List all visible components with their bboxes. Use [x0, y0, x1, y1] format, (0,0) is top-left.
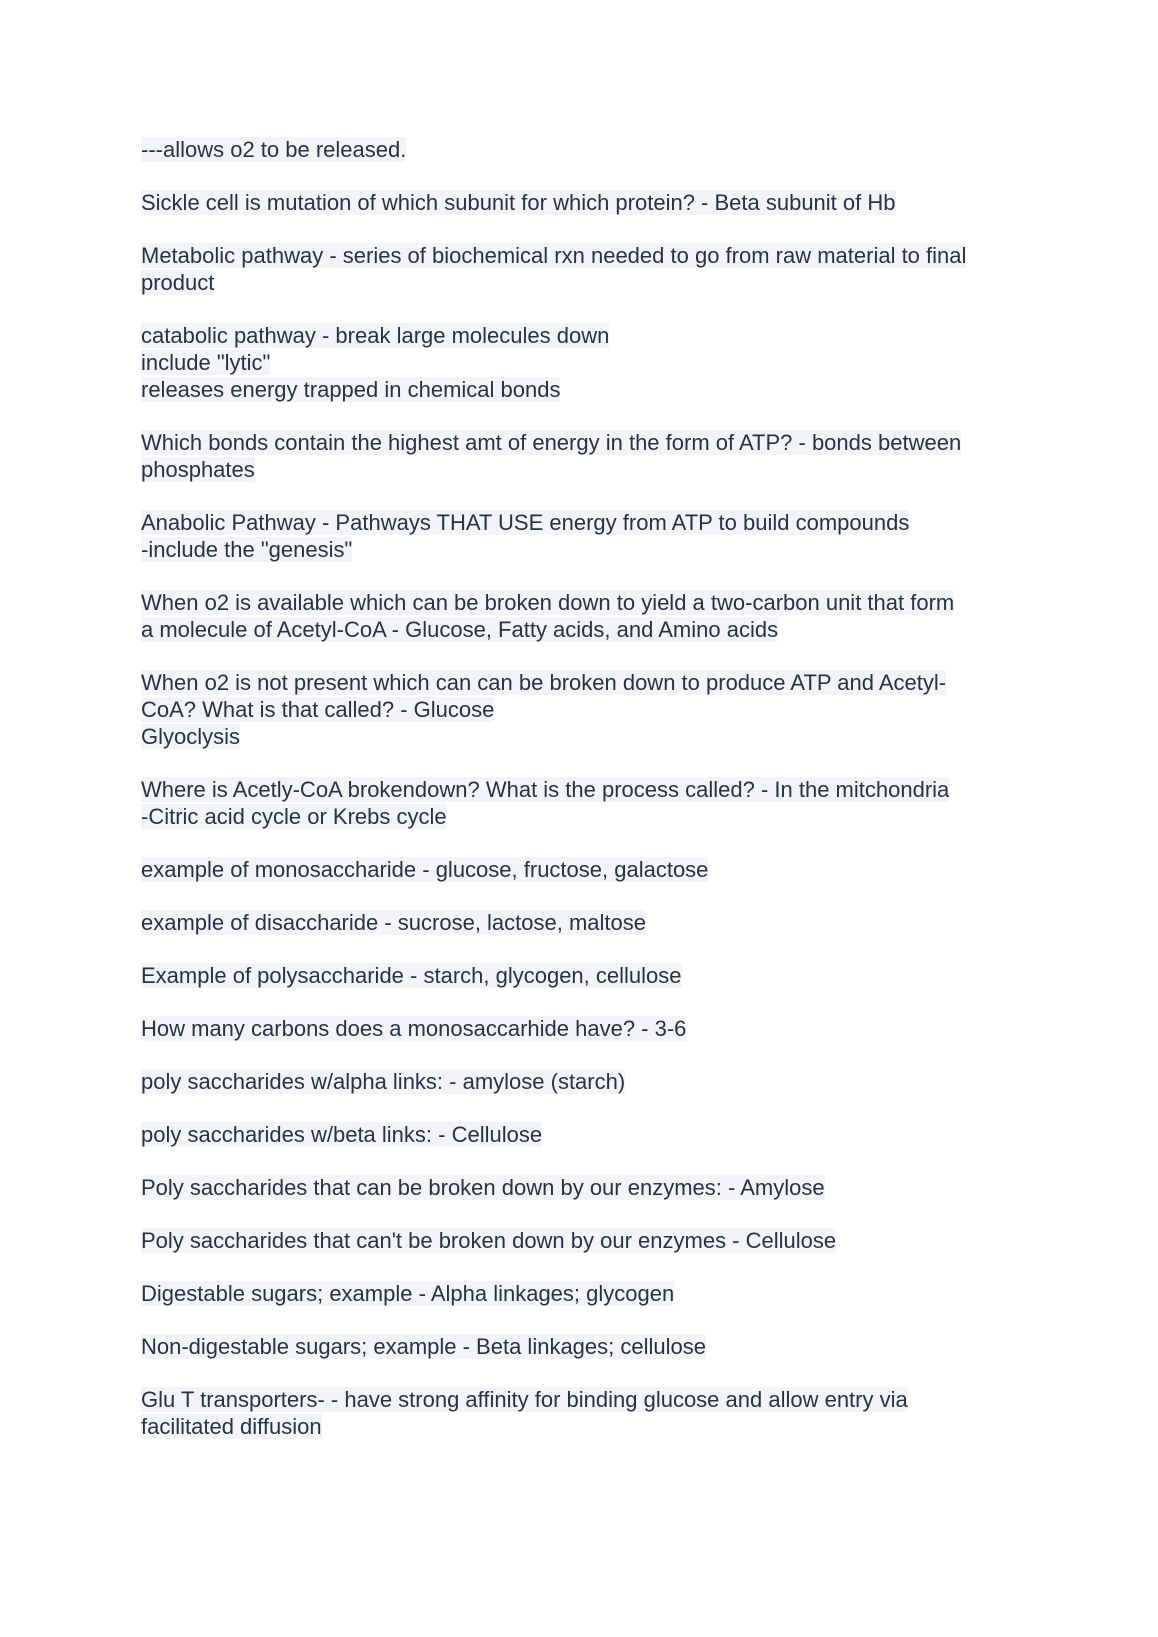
flashcard-entry: [141, 1280, 1041, 1307]
entry-line: [141, 803, 1041, 830]
entry-line-text: -Citric acid cycle or Krebs cycle: [141, 804, 447, 829]
entry-line: [141, 1333, 1041, 1360]
entry-line-text: a molecule of Acetyl-CoA - Glucose, Fatty acids, and Amino acids: [141, 617, 779, 642]
entry-line-text: Poly saccharides that can't be broken down by our enzymes - Cellulose: [141, 1228, 837, 1253]
entry-line: [141, 1174, 1041, 1201]
entry-line-text: poly saccharides w/alpha links: - amylose (starch): [141, 1069, 626, 1094]
flashcard-entry: [141, 962, 1041, 989]
entry-line-text: Example of polysaccharide - starch, glycogen, cellulose: [141, 963, 682, 988]
entry-line-text: releases energy trapped in chemical bonds: [141, 377, 561, 402]
flashcard-entry: [141, 189, 1041, 216]
entry-line-text: catabolic pathway - break large molecules down: [141, 323, 610, 348]
entry-line: [141, 269, 1041, 296]
flashcard-entry: [141, 1015, 1041, 1042]
flashcard-entry: [141, 1227, 1041, 1254]
entry-line-text: When o2 is available which can be broken down to yield a two-carbon unit that form: [141, 590, 955, 615]
flashcard-entry: [141, 856, 1041, 883]
entry-line: [141, 696, 1041, 723]
flashcard-list: [141, 136, 1041, 1440]
flashcard-entry: [141, 1068, 1041, 1095]
entry-line: [141, 1068, 1041, 1095]
entry-line-text: -include the "genesis": [141, 537, 353, 562]
entry-line-text: Metabolic pathway - series of biochemical rxn needed to go from raw material to final: [141, 243, 967, 268]
flashcard-entry: [141, 509, 1041, 563]
entry-line-text: example of disaccharide - sucrose, lactose, maltose: [141, 910, 647, 935]
entry-line: [141, 589, 1041, 616]
flashcard-entry: [141, 1333, 1041, 1360]
entry-line-text: Poly saccharides that can be broken down by our enzymes: - Amylose: [141, 1175, 825, 1200]
entry-line: [141, 1280, 1041, 1307]
flashcard-entry: [141, 669, 1041, 750]
entry-line: [141, 1386, 1041, 1413]
entry-line: [141, 909, 1041, 936]
entry-line: [141, 456, 1041, 483]
entry-line: [141, 616, 1041, 643]
entry-line: [141, 242, 1041, 269]
entry-line: [141, 376, 1041, 403]
entry-line: [141, 349, 1041, 376]
flashcard-entry: [141, 589, 1041, 643]
entry-line: [141, 1227, 1041, 1254]
entry-line: [141, 536, 1041, 563]
entry-line: [141, 723, 1041, 750]
entry-line: [141, 322, 1041, 349]
entry-line: [141, 136, 1041, 163]
entry-line-text: Where is Acetly-CoA brokendown? What is the process called? - In the mitchondria: [141, 777, 950, 802]
entry-line-text: include "lytic": [141, 350, 271, 375]
entry-line-text: example of monosaccharide - glucose, fructose, galactose: [141, 857, 709, 882]
flashcard-entry: [141, 909, 1041, 936]
entry-line: [141, 509, 1041, 536]
entry-line-text: CoA? What is that called? - Glucose: [141, 697, 495, 722]
entry-line: [141, 189, 1041, 216]
entry-line-text: Digestable sugars; example - Alpha linkages; glycogen: [141, 1281, 675, 1306]
entry-line-text: product: [141, 270, 215, 295]
flashcard-entry: [141, 429, 1041, 483]
entry-line: [141, 856, 1041, 883]
entry-line: [141, 1015, 1041, 1042]
document-page: [141, 136, 1041, 1466]
entry-line-text: facilitated diffusion: [141, 1414, 322, 1439]
flashcard-entry: [141, 1174, 1041, 1201]
entry-line-text: Anabolic Pathway - Pathways THAT USE energy from ATP to build compounds: [141, 510, 910, 535]
flashcard-entry: [141, 1386, 1041, 1440]
entry-line: [141, 1121, 1041, 1148]
entry-line-text: How many carbons does a monosaccarhide have? - 3-6: [141, 1016, 687, 1041]
flashcard-entry: [141, 776, 1041, 830]
flashcard-entry: [141, 322, 1041, 403]
entry-line: [141, 1413, 1041, 1440]
flashcard-entry: [141, 136, 1041, 163]
entry-line-text: Sickle cell is mutation of which subunit for which protein? - Beta subunit of Hb: [141, 190, 896, 215]
flashcard-entry: [141, 1121, 1041, 1148]
entry-line: [141, 962, 1041, 989]
entry-line-text: ---allows o2 to be released.: [141, 137, 407, 162]
entry-line-text: phosphates: [141, 457, 255, 482]
entry-line: [141, 776, 1041, 803]
entry-line-text: Which bonds contain the highest amt of energy in the form of ATP? - bonds between: [141, 430, 962, 455]
flashcard-entry: [141, 242, 1041, 296]
entry-line: [141, 429, 1041, 456]
entry-line-text: When o2 is not present which can can be broken down to produce ATP and Acetyl-: [141, 670, 947, 695]
entry-line-text: Non-digestable sugars; example - Beta linkages; cellulose: [141, 1334, 706, 1359]
entry-line: [141, 669, 1041, 696]
entry-line-text: poly saccharides w/beta links: - Cellulose: [141, 1122, 543, 1147]
entry-line-text: Glyoclysis: [141, 724, 241, 749]
entry-line-text: Glu T transporters- - have strong affinity for binding glucose and allow entry via: [141, 1387, 908, 1412]
